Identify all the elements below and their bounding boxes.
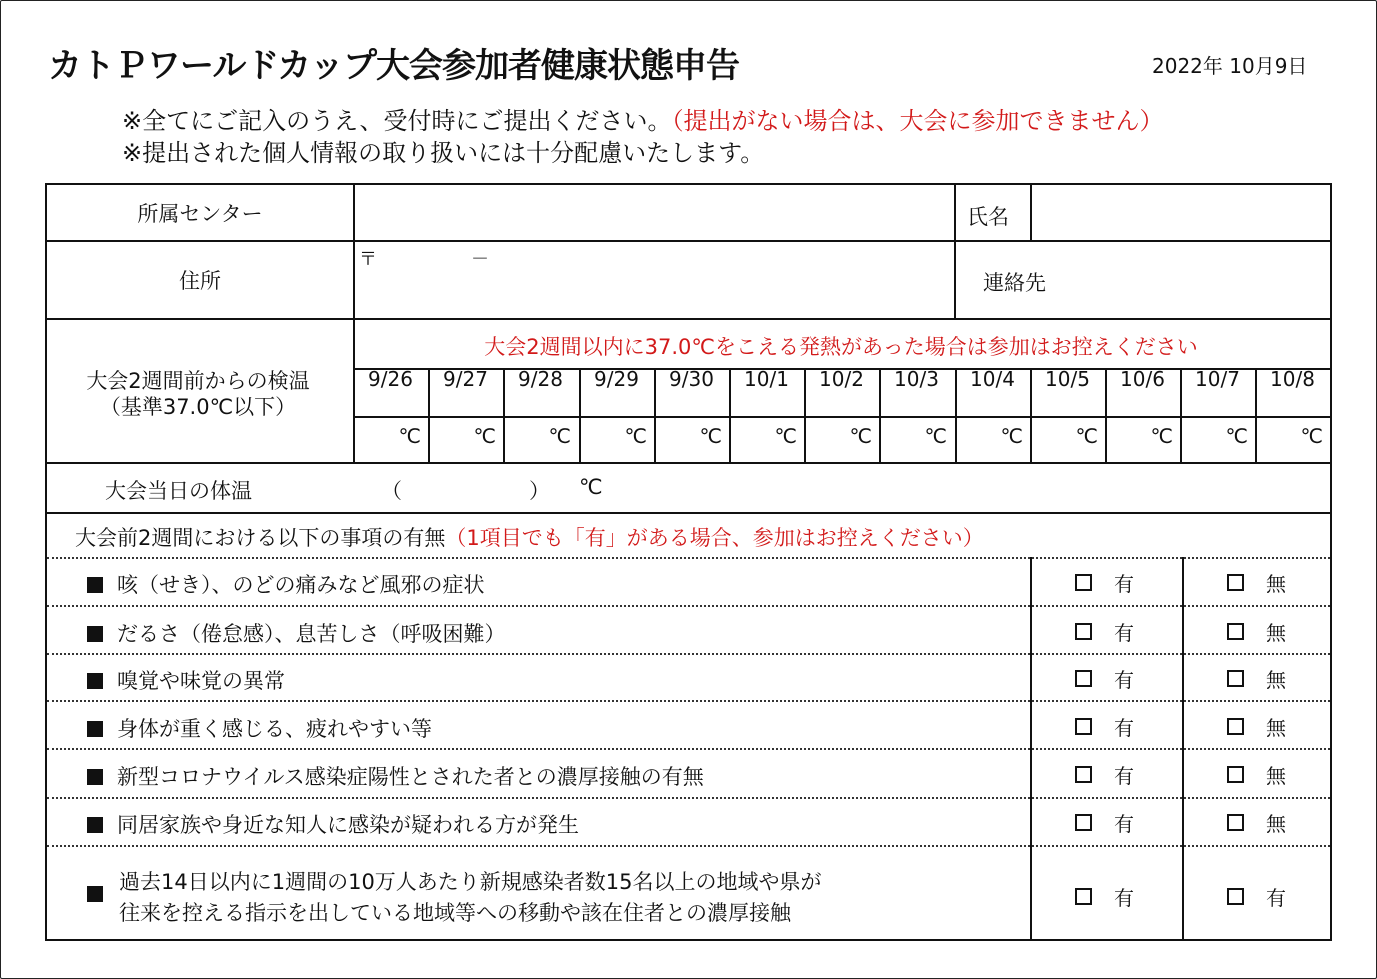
symptom-item <box>87 761 704 791</box>
checkbox-icon[interactable] <box>1075 766 1092 783</box>
temp-unit-9-29[interactable]: ℃ <box>624 424 647 448</box>
day-temp-close-paren: ） <box>529 479 550 503</box>
temp-warning: 大会2週間以内に37.0℃をこえる発熱があった場合は参加はお控えください <box>484 335 1198 359</box>
checkbox-icon[interactable] <box>1227 623 1244 640</box>
checkbox-icon[interactable] <box>1075 888 1092 905</box>
symptom-option-yes[interactable]: 有 <box>1075 760 1134 789</box>
temp-unit-10-3[interactable]: ℃ <box>924 424 947 448</box>
bullet-icon <box>87 673 103 689</box>
travel-option-second[interactable]: 有 <box>1227 882 1286 911</box>
bullet-icon <box>87 817 103 833</box>
temp-unit-10-4[interactable]: ℃ <box>1000 424 1023 448</box>
symptom-item-text: だるさ（倦怠感）、息苦しさ（呼吸困難） <box>117 622 506 646</box>
symptoms-heading-warning: （1項目でも「有」がある場合、参加はお控えください） <box>445 526 984 550</box>
checkbox-icon[interactable] <box>1227 888 1244 905</box>
temp-unit-10-8[interactable]: ℃ <box>1300 424 1323 448</box>
temp-date-10-7: 10/7 <box>1195 367 1240 391</box>
symptom-option-no[interactable]: 無 <box>1227 664 1286 693</box>
symptom-option-no[interactable]: 無 <box>1227 568 1286 597</box>
temp-unit-9-30[interactable]: ℃ <box>699 424 722 448</box>
contact-label: 連絡先 <box>983 271 1046 295</box>
temp-unit-9-27[interactable]: ℃ <box>473 424 496 448</box>
day-temp-unit: ℃ <box>579 475 603 499</box>
name-label: 氏名 <box>967 205 1009 229</box>
symptom-item <box>87 618 506 648</box>
checkbox-icon[interactable] <box>1227 574 1244 591</box>
temp-unit-9-28[interactable]: ℃ <box>548 424 571 448</box>
symptom-item-text: 身体が重く感じる、疲れやすい等 <box>117 717 432 741</box>
checkbox-icon[interactable] <box>1227 766 1244 783</box>
temp-unit-10-2[interactable]: ℃ <box>849 424 872 448</box>
symptom-item-travel-line2: 往来を控える指示を出している地域等への移動や該在住者との濃厚接触 <box>119 901 791 925</box>
symptom-item-travel-line1: 過去14日以内に1週間の10万人あたり新規感染者数15名以上の地域や県が <box>119 870 822 894</box>
temp-date-9-29: 9/29 <box>594 367 639 391</box>
temp-date-10-1: 10/1 <box>744 367 789 391</box>
note-privacy: ※提出された個人情報の取り扱いには十分配慮いたします。 <box>122 139 765 167</box>
checkbox-icon[interactable] <box>1075 814 1092 831</box>
day-temp-open-paren: （ <box>381 479 402 503</box>
symptom-option-yes[interactable]: 有 <box>1075 568 1134 597</box>
temp-date-9-27: 9/27 <box>443 367 488 391</box>
checkbox-icon[interactable] <box>1075 623 1092 640</box>
affiliation-label: 所属センター <box>137 202 263 226</box>
note-submission-text: ※全てにご記入のうえ、受付時にご提出ください。 <box>122 107 672 135</box>
bullet-icon <box>87 721 103 737</box>
symptom-option-no[interactable]: 無 <box>1227 617 1286 646</box>
temp-unit-10-7[interactable]: ℃ <box>1225 424 1248 448</box>
symptom-option-no[interactable]: 無 <box>1227 808 1286 837</box>
temp-date-9-26: 9/26 <box>368 367 413 391</box>
symptoms-heading-text: 大会前2週間における以下の事項の有無 <box>75 526 446 550</box>
temp-date-9-28: 9/28 <box>518 367 563 391</box>
bullet-icon <box>87 626 103 642</box>
form-date: 2022年 10月9日 <box>1152 54 1308 78</box>
symptom-item-text: 嗅覚や味覚の異常 <box>117 669 285 693</box>
symptom-option-yes[interactable]: 有 <box>1075 808 1134 837</box>
symptom-item <box>87 713 432 743</box>
temp-date-10-3: 10/3 <box>894 367 939 391</box>
temp-date-10-6: 10/6 <box>1120 367 1165 391</box>
form-title: カトＰワールドカップ大会参加者健康状態申告 <box>48 46 739 86</box>
checkbox-icon[interactable] <box>1227 814 1244 831</box>
temp-label-line2: （基準37.0℃以下） <box>99 395 297 419</box>
health-declaration-form <box>45 183 1332 941</box>
day-temp-label: 大会当日の体温 <box>105 479 252 503</box>
symptoms-heading <box>75 522 984 552</box>
symptom-option-no[interactable]: 無 <box>1227 760 1286 789</box>
checkbox-icon[interactable] <box>1227 718 1244 735</box>
travel-option-yes[interactable]: 有 <box>1075 882 1134 911</box>
temp-date-10-8: 10/8 <box>1270 367 1315 391</box>
temp-date-9-30: 9/30 <box>669 367 714 391</box>
temp-unit-10-6[interactable]: ℃ <box>1150 424 1173 448</box>
postal-dash: － <box>471 249 489 270</box>
symptom-item-travel <box>87 882 117 906</box>
temp-date-10-5: 10/5 <box>1045 367 1090 391</box>
temp-date-10-2: 10/2 <box>819 367 864 391</box>
temp-unit-10-5[interactable]: ℃ <box>1075 424 1098 448</box>
symptom-option-yes[interactable]: 有 <box>1075 617 1134 646</box>
symptom-item-text: 新型コロナウイルス感染症陽性とされた者との濃厚接触の有無 <box>117 765 704 789</box>
symptom-option-no[interactable]: 無 <box>1227 712 1286 741</box>
checkbox-icon[interactable] <box>1075 574 1092 591</box>
temp-label-line1: 大会2週間前からの検温 <box>86 369 310 393</box>
checkbox-icon[interactable] <box>1075 670 1092 687</box>
checkbox-icon[interactable] <box>1227 670 1244 687</box>
temp-unit-10-1[interactable]: ℃ <box>774 424 797 448</box>
symptom-item <box>87 569 485 599</box>
bullet-icon <box>87 577 103 593</box>
bullet-icon <box>87 769 103 785</box>
note-submission-warning: （提出がない場合は、大会に参加できません） <box>671 107 1164 135</box>
symptom-item-text: 同居家族や身近な知人に感染が疑われる方が発生 <box>117 813 579 837</box>
symptom-item <box>87 665 285 695</box>
temp-date-10-4: 10/4 <box>970 367 1015 391</box>
symptom-option-yes[interactable]: 有 <box>1075 712 1134 741</box>
address-label: 住所 <box>179 269 221 293</box>
symptom-item-text: 咳（せき）、のどの痛みなど風邪の症状 <box>117 573 485 597</box>
symptom-item <box>87 809 579 839</box>
note-submission <box>122 101 1164 136</box>
symptom-option-yes[interactable]: 有 <box>1075 664 1134 693</box>
temp-unit-9-26[interactable]: ℃ <box>398 424 421 448</box>
checkbox-icon[interactable] <box>1075 718 1092 735</box>
postal-mark: 〒 <box>359 249 377 270</box>
bullet-icon <box>87 886 103 902</box>
